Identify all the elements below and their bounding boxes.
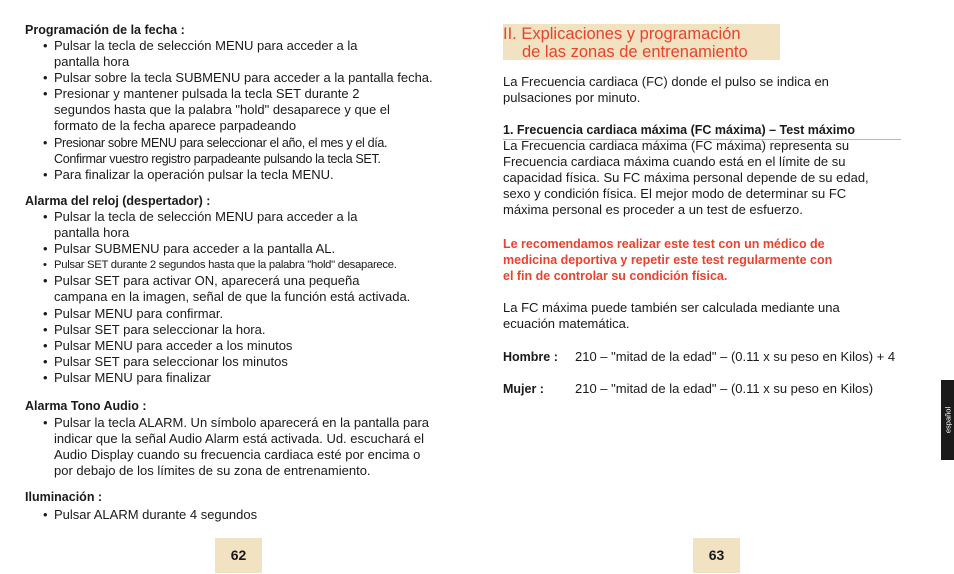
left-page (25, 0, 455, 574)
language-tab (941, 380, 954, 460)
language-tab-label: español (943, 406, 952, 434)
section-heading-tono: Alarma Tono Audio : (25, 399, 147, 413)
section-title-line-2: de las zonas de entrenamiento (522, 43, 748, 61)
list-item: • Presionar sobre MENU para seleccionar el año, el mes y el día. Confirmar vuestro registro parpadeante pulsando la tecla SET. (43, 135, 463, 167)
formula-hombre-label: Hombre : (503, 350, 558, 364)
intro-paragraph: La Frecuencia cardiaca (FC) donde el pulso se indica en pulsaciones por minuto. (503, 74, 829, 106)
list-item: • Pulsar MENU para finalizar (43, 370, 463, 386)
section-heading-iluminacion: Iluminación : (25, 490, 103, 504)
page-number-left: 62 (215, 538, 262, 573)
section-title-line-1: II. Explicaciones y programación (503, 25, 741, 43)
page-number-right: 63 (693, 538, 740, 573)
formula-mujer-label: Mujer : (503, 382, 544, 396)
right-page (503, 0, 933, 574)
formula-hombre-value: 210 – "mitad de la edad" – (0.11 x su peso en Kilos) + 4 (575, 349, 896, 364)
body-paragraph: La Frecuencia cardiaca máxima (FC máxima) representa su Frecuencia cardiaca máxima cuando está en el límite de su capacidad física. Su FC máxima personal depende de su edad, sexo y condición física. El mejor modo de determinar su FC máxima personal es proceder a un test de esfuerzo. (503, 138, 869, 218)
section-heading-alarma: Alarma del reloj (despertador) : (25, 194, 211, 208)
list-item: • Pulsar SET para seleccionar los minutos (43, 354, 463, 370)
list-item: • Pulsar la tecla ALARM. Un símbolo aparecerá en la pantalla para indicar que la señal Audio Alarm está activada. Ud. escuchará el Audio Display cuando su frecuencia cardiaca esté por encima o por debajo de los límites de su zona de entrenamiento. (43, 415, 463, 479)
list-item: • Pulsar la tecla de selección MENU para acceder a la pantalla hora (43, 38, 463, 70)
list-item: • Pulsar la tecla de selección MENU para acceder a la pantalla hora (43, 209, 463, 241)
list-item: • Pulsar SET para activar ON, aparecerá una pequeña campana en la imagen, señal de que la función está activada. (43, 273, 463, 305)
list-item: • Presionar y mantener pulsada la tecla SET durante 2 segundos hasta que la palabra "hold" desaparece y que el formato de la fecha aparece parpadeando (43, 86, 463, 134)
formula-hombre (503, 349, 895, 365)
formula-mujer (503, 381, 873, 397)
list-fecha (43, 38, 463, 183)
list-iluminacion (43, 507, 463, 523)
list-item: • Pulsar MENU para acceder a los minutos (43, 338, 463, 354)
list-item: • Para finalizar la operación pulsar la tecla MENU. (43, 167, 463, 183)
formula-mujer-value: 210 – "mitad de la edad" – (0.11 x su peso en Kilos) (575, 381, 874, 396)
list-alarma (43, 209, 463, 386)
list-item: • Pulsar SET durante 2 segundos hasta que la palabra "hold" desaparece. (43, 257, 463, 273)
subheading-fc-maxima: 1. Frecuencia cardiaca máxima (FC máxima) – Test máximo (503, 123, 856, 137)
section-title (503, 24, 780, 60)
section-heading-fecha: Programación de la fecha : (25, 23, 185, 37)
list-item: • Pulsar ALARM durante 4 segundos (43, 507, 463, 523)
formula-intro: La FC máxima puede también ser calculada mediante una ecuación matemática. (503, 300, 840, 332)
list-item: • Pulsar MENU para confirmar. (43, 306, 463, 322)
list-item: • Pulsar sobre la tecla SUBMENU para acceder a la pantalla fecha. (43, 70, 463, 86)
warning-paragraph: Le recomendamos realizar este test con un médico de medicina deportiva y repetir este test regularmente con el fin de controlar su condición física. (503, 237, 833, 284)
list-item: • Pulsar SUBMENU para acceder a la pantalla AL. (43, 241, 463, 257)
list-tono (43, 415, 463, 479)
list-item: • Pulsar SET para seleccionar la hora. (43, 322, 463, 338)
